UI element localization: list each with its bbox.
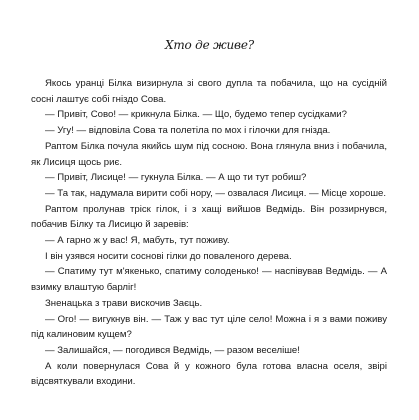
paragraph: — Та так, надумала вирити собі нору, — озвалася Лисиця. — Місце хороше.	[45, 187, 387, 199]
paragraph: Зненацька з трави вискочив Заєць.	[45, 297, 203, 309]
paragraph: — А гарно ж у вас! Я, мабуть, тут поживу.	[45, 235, 230, 247]
paragraph: І він узявся носити соснові гілки до поваленого дерева.	[45, 250, 292, 262]
paragraph: — Залишайся, — погодився Ведмідь, — разом веселіше!	[45, 344, 300, 356]
paragraph: Якось уранці Білка визирнула зі свого дупла та побачила, що на сусідній сосні лаштує собі гніздо Сова.	[31, 78, 387, 105]
paragraph: — Привіт, Лисице! — гукнула Білка. — А що ти тут робиш?	[45, 172, 307, 184]
paragraph: А коли повернулася Сова й у кожного була готова власна оселя, звірі відсвяткували входини.	[31, 360, 387, 388]
paragraph: Раптом Білка почула якийсь шум під сосною. Вона глянула вниз і побачила, як Лисиця щось риє.	[31, 140, 387, 168]
story-title: Хто де живе?	[165, 38, 254, 52]
paragraph: — Ого! — вигукнув він. — Таж у вас тут ціле село! Можна і я з вами поживу під калиновим кущем?	[31, 313, 387, 341]
paragraph: — Привіт, Сово! — крикнула Білка. — Що, будемо тепер сусідками?	[45, 109, 348, 121]
paragraph: Раптом пролунав тріск гілок, і з хащі вийшов Ведмідь. Він роззирнувся, побачив Білку та Лисицю й заревів:	[31, 203, 387, 231]
story-text	[31, 76, 387, 390]
paragraph: — Спатиму тут м'якенько, спатиму солоденько! — наспівував Ведмідь. — А взимку влаштую барліг!	[31, 266, 387, 294]
paragraph: — Угу! — відповіла Сова та полетіла по мох і гілочки для гнізда.	[45, 125, 331, 137]
